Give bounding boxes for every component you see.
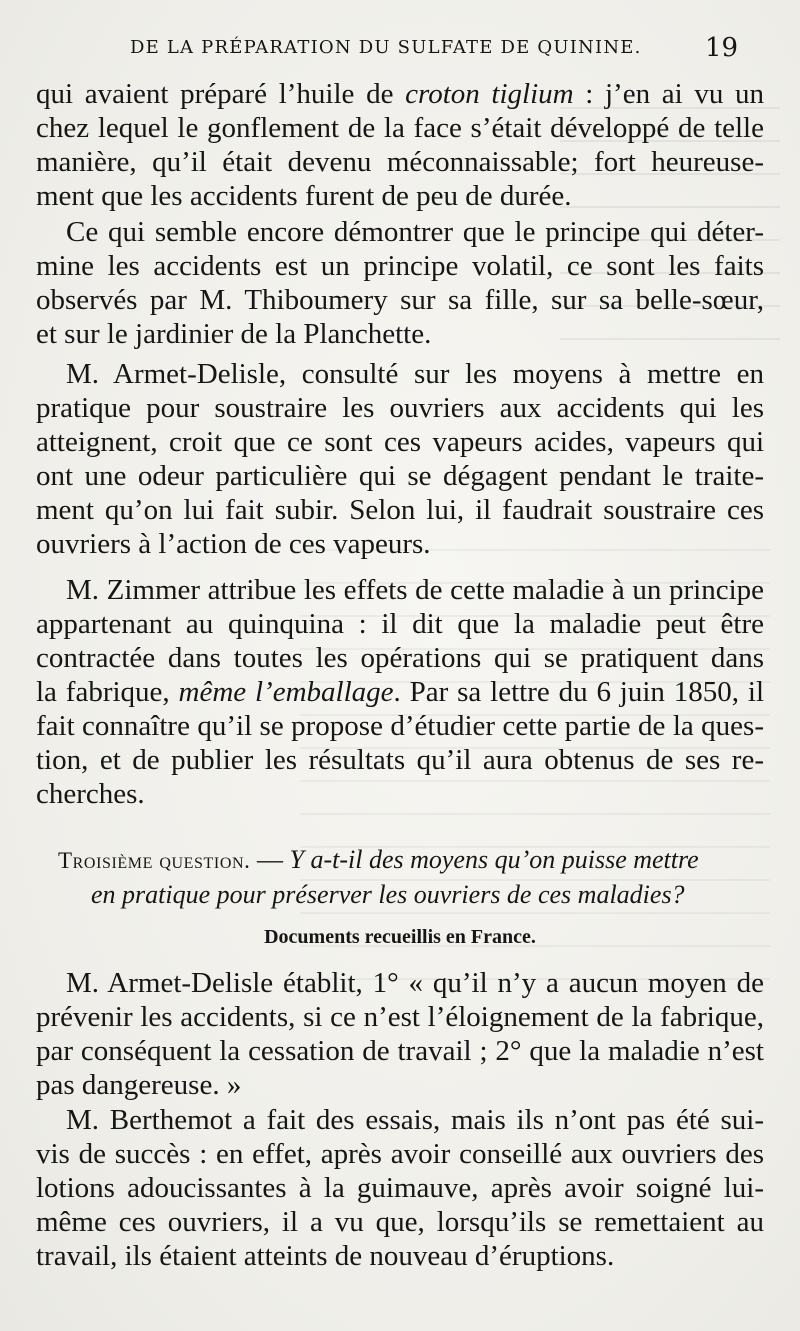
text-line: appartenant au quinquina : il dit que la maladie peut être [36, 608, 764, 640]
text-line: par conséquent la cessation de travail ; 2° que la maladie n’est [36, 1035, 764, 1067]
text-line: M. Armet-Delisle, consulté sur les moyens à mettre en [66, 358, 764, 390]
section-subheading: Documents recueillis en France. [264, 926, 536, 948]
question-line [36, 878, 764, 912]
question-text: en pratique pour préserver les ouvriers de ces maladies? [91, 880, 685, 909]
text-line: ont une odeur particulière qui se dégagent pendant le traite- [36, 460, 764, 492]
paragraph [36, 77, 764, 213]
text-line: atteignent, croit que ce sont ces vapeurs acides, vapeurs qui [36, 426, 764, 458]
paragraph [36, 357, 764, 561]
paragraph [36, 966, 764, 1102]
page-header [130, 33, 740, 63]
text-line: chez lequel le gonflement de la face s’était développé de telle [36, 112, 764, 144]
text-line: la fabrique, même l’emballage. Par sa lettre du 6 juin 1850, il [36, 676, 764, 708]
text-line: mine les accidents est un principe volatil, ce sont les faits [36, 250, 764, 282]
text-line: M. Zimmer attribue les effets de cette maladie à un principe [66, 574, 764, 606]
text-line: observés par M. Thiboumery sur sa fille, sur sa belle-sœur, [36, 284, 764, 316]
text-line: lotions adoucissantes à la guimauve, après avoir soigné lui- [36, 1172, 764, 1204]
running-title: DE LA PRÉPARATION DU SULFATE DE QUININE. [130, 37, 642, 58]
text-line: tion, et de publier les résultats qu’il aura obtenus de ses re- [36, 744, 764, 776]
text-line: Ce qui semble encore démontrer que le principe qui déter- [66, 216, 764, 248]
question-text: Y a-t-il des moyens qu’on puisse mettre [289, 845, 699, 874]
text-line: cherches. [36, 778, 145, 810]
text-line: fait connaître qu’il se propose d’étudier cette partie de la ques- [36, 710, 764, 742]
text-line: qui avaient préparé l’huile de croton tiglium : j’en ai vu un [36, 78, 765, 110]
question-heading [36, 843, 764, 912]
paragraph [36, 573, 764, 811]
text-line: ment que les accidents furent de peu de durée. [36, 180, 572, 212]
text-line: vis de succès : en effet, après avoir conseillé aux ouvriers des [36, 1138, 764, 1170]
text-line: pas dangereuse. » [36, 1069, 242, 1101]
text-line: manière, qu’il était devenu méconnaissable; fort heureuse- [36, 146, 764, 178]
text-line: ment qu’on lui fait subir. Selon lui, il faudrait soustraire ces [36, 494, 764, 526]
paragraph [36, 215, 764, 351]
paragraph [36, 1103, 764, 1273]
text-line: même ces ouvriers, il a vu que, lorsqu’ils se remettaient au [36, 1206, 764, 1238]
page-number: 19 [705, 33, 739, 63]
text-line: ouvriers à l’action de ces vapeurs. [36, 528, 431, 560]
question-label: Troisième question. [58, 848, 251, 873]
text-line: pratique pour soustraire les ouvriers aux accidents qui les [36, 392, 764, 424]
text-line: M. Berthemot a fait des essais, mais ils n’ont pas été sui- [66, 1104, 764, 1136]
question-line: Troisième question. — Y a-t-il des moyens qu’on puisse mettre [58, 845, 699, 874]
text-line: travail, ils étaient atteints de nouveau d’éruptions. [36, 1240, 615, 1272]
text-line: M. Armet-Delisle établit, 1° « qu’il n’y a aucun moyen de [66, 967, 764, 999]
text-line: prévenir les accidents, si ce n’est l’éloignement de la fabrique, [36, 1001, 764, 1033]
text-line: et sur le jardinier de la Planchette. [36, 318, 432, 350]
text-line: contractée dans toutes les opérations qui se pratiquent dans [36, 642, 764, 674]
italic-term: croton tiglium [405, 78, 574, 110]
italic-phrase: même l’emballage [178, 676, 394, 708]
